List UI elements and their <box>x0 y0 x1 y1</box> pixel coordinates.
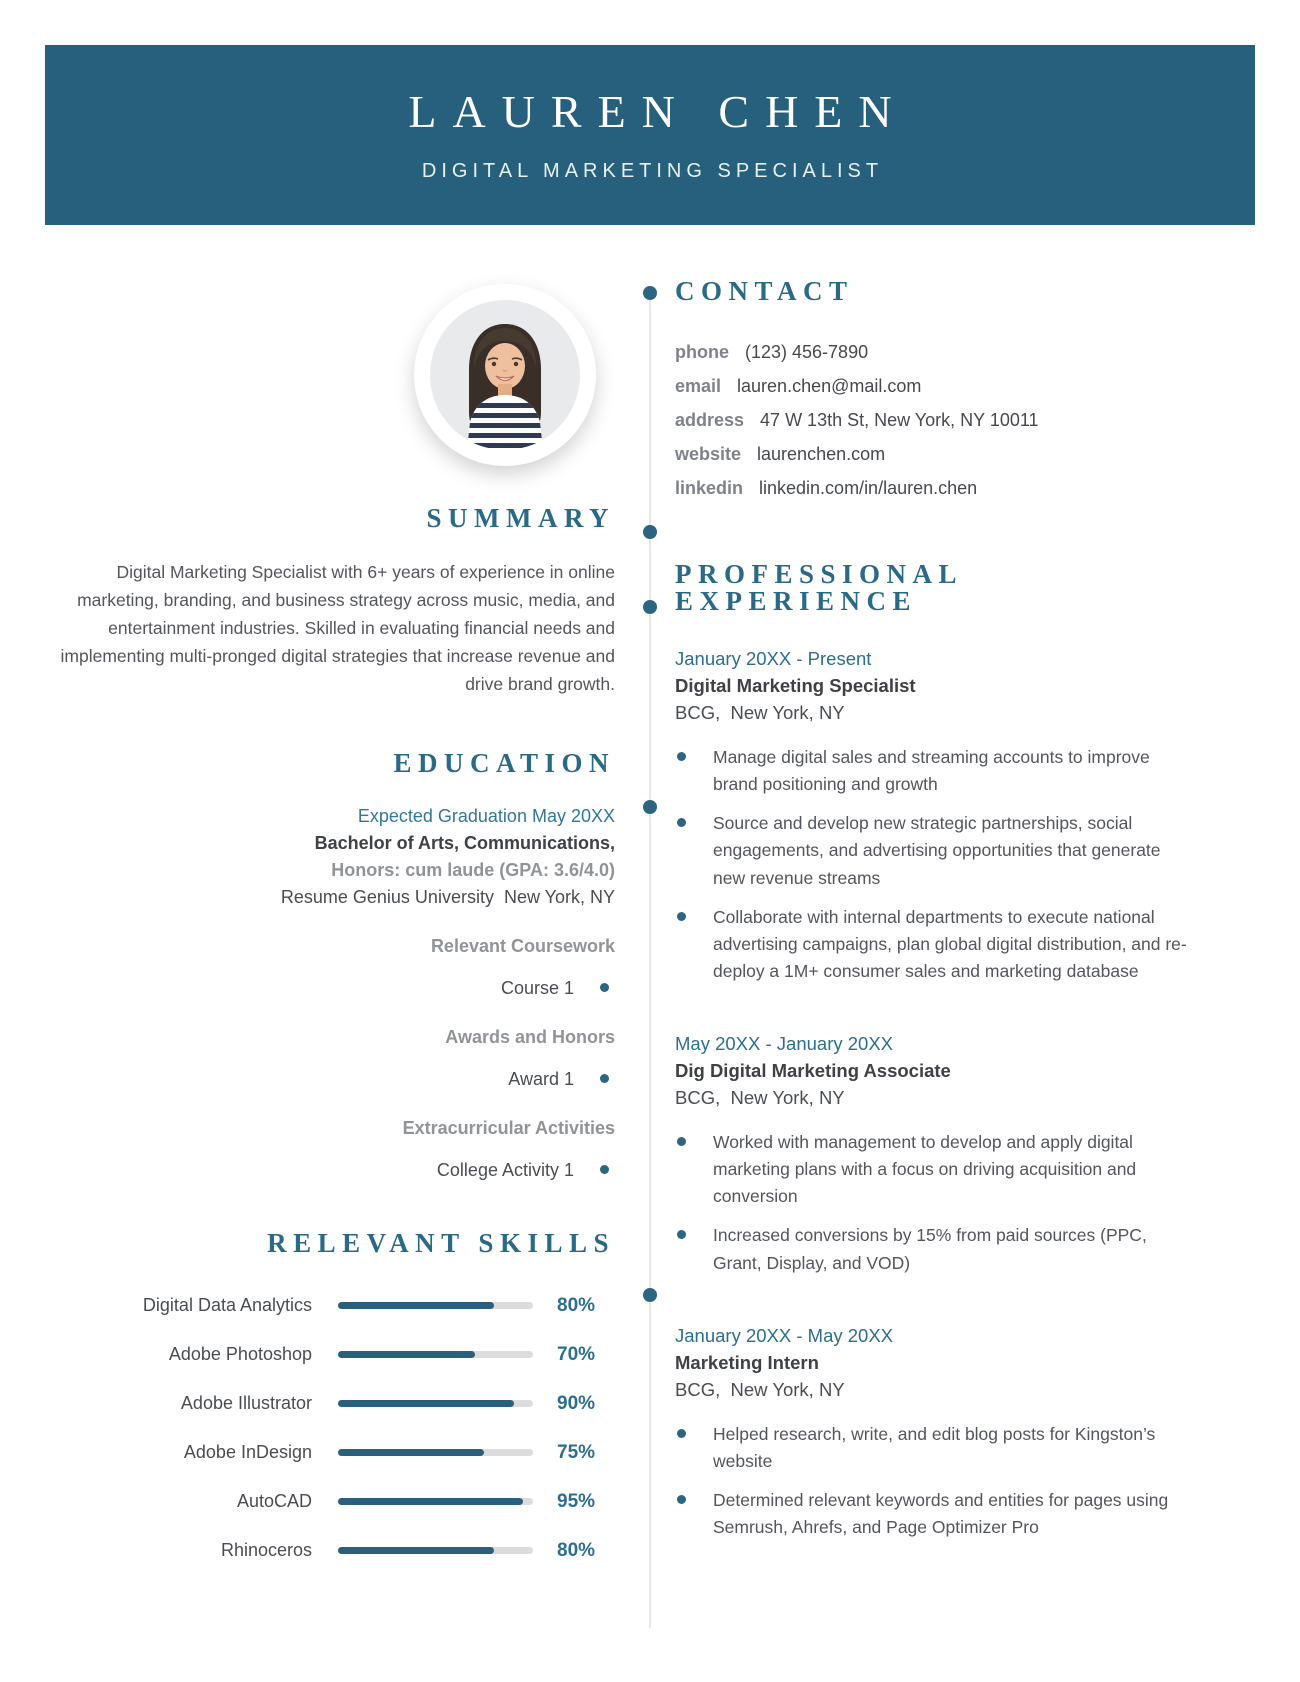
job-bullet <box>675 904 1205 985</box>
education-item <box>45 975 615 1002</box>
education-item-text: Course 1 <box>500 978 574 998</box>
skill-bar <box>338 1547 533 1554</box>
skill-bar <box>338 1449 533 1456</box>
contact-row <box>675 437 1205 471</box>
bullet-icon <box>677 1429 686 1438</box>
contact-label: website <box>675 444 742 464</box>
job-bullets <box>675 744 1205 985</box>
job-dates: May 20XX - January 20XX <box>675 1033 893 1054</box>
bullet-icon <box>677 1230 686 1239</box>
bullet-icon <box>677 818 686 827</box>
skill-bar-fill <box>338 1351 475 1358</box>
job-dates: January 20XX - May 20XX <box>675 1324 893 1346</box>
education-honors: Honors: cum laude (GPA: 3.6/4.0) <box>331 860 615 880</box>
job-bullet <box>675 810 1205 891</box>
education-school: Resume Genius University New York, NY <box>280 887 615 907</box>
bullet-icon <box>677 912 686 921</box>
experience-heading: PROFESSIONAL EXPERIENCE <box>675 559 962 616</box>
bullet-text: Increased conversions by 15% from paid sources (PPC, Grant, Display, and VOD) <box>713 1225 1147 1273</box>
skill-row <box>45 1477 615 1526</box>
jobs-list <box>675 645 1205 1541</box>
bullet-text: Worked with management to develop and apply digital marketing plans with a focus on driving acquisition and conversion <box>713 1132 1137 1207</box>
left-column <box>45 505 615 1575</box>
divider-dot-experience <box>643 600 657 614</box>
skill-bar <box>338 1351 533 1358</box>
contact-label: linkedin <box>675 478 744 498</box>
bullet-icon <box>600 1165 609 1174</box>
divider-dot-contact <box>643 286 657 300</box>
job-title: Digital Marketing Specialist <box>675 675 916 696</box>
skill-row <box>45 1330 615 1379</box>
job-company: BCG, New York, NY <box>675 1087 845 1108</box>
skill-name: Rhinoceros <box>220 1540 312 1560</box>
job-company: BCG, New York, NY <box>675 702 845 723</box>
skill-bar-fill <box>338 1302 494 1309</box>
contact-value: laurenchen.com <box>757 444 886 464</box>
skill-name: Adobe InDesign <box>183 1442 312 1462</box>
skill-row <box>45 1379 615 1428</box>
column-divider <box>649 288 651 1628</box>
education-graduation: Expected Graduation May 20XX <box>357 806 615 826</box>
skill-name: Adobe Illustrator <box>180 1393 312 1413</box>
skill-row <box>45 1281 615 1330</box>
contact-value: 47 W 13th St, New York, NY 10011 <box>760 410 1039 430</box>
skill-bar <box>338 1400 533 1407</box>
summary-text: Digital Marketing Specialist with 6+ years of experience in online marketing, branding, and business strategy across music, media, and entertainment industries. Skilled in evaluating financial needs and implementing multi-pronged digital strategies that increase revenue and drive brand growth. <box>60 562 615 694</box>
education-heading: EDUCATION <box>393 748 615 778</box>
job-dates: January 20XX - Present <box>675 648 872 669</box>
skill-name: Adobe Photoshop <box>168 1344 312 1364</box>
job-bullet <box>675 744 1205 798</box>
skill-row <box>45 1526 615 1575</box>
summary-heading: SUMMARY <box>426 503 615 533</box>
skill-bar <box>338 1498 533 1505</box>
contact-value: (123) 456-7890 <box>745 342 869 362</box>
header-banner <box>45 45 1255 225</box>
contact-value: linkedin.com/in/lauren.chen <box>759 478 978 498</box>
contact-row <box>675 471 1205 505</box>
job-entry <box>675 1030 1205 1277</box>
skill-name: Digital Data Analytics <box>142 1295 312 1315</box>
bullet-text: Manage digital sales and streaming accounts to improve brand positioning and growth <box>713 747 1150 795</box>
skill-percent: 80% <box>557 1539 596 1561</box>
contact-row <box>675 335 1205 369</box>
bullet-text: Helped research, write, and edit blog posts for Kingston’s website <box>713 1423 1156 1471</box>
skill-bar-fill <box>338 1547 494 1554</box>
contact-label: email <box>675 376 722 396</box>
bullet-text: Determined relevant keywords and entities for pages using Semrush, Ahrefs, and Page Optimizer Pro <box>713 1489 1169 1537</box>
contact-value: lauren.chen@mail.com <box>737 376 922 396</box>
education-item <box>45 1157 615 1184</box>
education-item-text: College Activity 1 <box>436 1160 574 1180</box>
contact-list <box>675 335 1205 505</box>
skill-percent: 75% <box>557 1441 596 1463</box>
education-degree: Bachelor of Arts, Communications, <box>314 833 615 853</box>
skills-list <box>45 1281 615 1575</box>
job-bullet <box>675 1129 1205 1210</box>
profile-photo <box>414 284 596 466</box>
education-section-label: Extracurricular Activities <box>402 1118 615 1138</box>
skill-name: AutoCAD <box>236 1491 312 1511</box>
contact-label: address <box>675 410 745 430</box>
skill-percent: 80% <box>557 1294 596 1316</box>
skill-percent: 95% <box>557 1490 596 1512</box>
education-section-label: Relevant Coursework <box>430 936 615 956</box>
job-bullet <box>675 1487 1205 1541</box>
job-bullet <box>675 1222 1205 1276</box>
divider-dot-summary <box>643 525 657 539</box>
contact-row <box>675 403 1205 437</box>
bullet-icon <box>677 1495 686 1504</box>
education-item-text: Award 1 <box>508 1069 574 1089</box>
skill-bar-fill <box>338 1498 523 1505</box>
bullet-icon <box>600 1074 609 1083</box>
divider-dot-skills <box>643 1288 657 1302</box>
bullet-text: Source and develop new strategic partnerships, social engagements, and advertising opportunities that generate new revenue streams <box>713 813 1161 888</box>
skill-bar-fill <box>338 1449 484 1456</box>
bullet-icon <box>677 752 686 761</box>
skill-percent: 90% <box>557 1392 596 1414</box>
job-title: Marketing Intern <box>675 1351 819 1373</box>
skills-heading: RELEVANT SKILLS <box>267 1228 615 1258</box>
education-item <box>45 1066 615 1093</box>
bullet-icon <box>677 1137 686 1146</box>
contact-row <box>675 369 1205 403</box>
avatar-illustration <box>430 300 580 450</box>
contact-label: phone <box>675 342 729 362</box>
job-entry <box>675 1322 1205 1542</box>
person-job-title: DIGITAL MARKETING SPECIALIST <box>421 160 884 182</box>
skill-percent: 70% <box>557 1343 596 1365</box>
bullet-icon <box>600 983 609 992</box>
job-title: Dig Digital Marketing Associate <box>675 1060 951 1081</box>
job-company: BCG, New York, NY <box>675 1378 845 1400</box>
person-name: LAUREN CHEN <box>408 86 908 137</box>
job-bullets <box>675 1421 1205 1542</box>
job-entry <box>675 645 1205 985</box>
job-bullet <box>675 1421 1205 1475</box>
skill-bar <box>338 1302 533 1309</box>
education-section-label: Awards and Honors <box>445 1027 615 1047</box>
right-column <box>675 278 1205 1541</box>
divider-dot-education <box>643 800 657 814</box>
contact-heading: CONTACT <box>675 276 854 306</box>
education-extras <box>45 933 615 1184</box>
bullet-text: Collaborate with internal departments to execute national advertising campaigns, plan global digital distribution, and re-deploy a 1M+ consumer sales and marketing database <box>713 906 1187 981</box>
skill-bar-fill <box>338 1400 514 1407</box>
skill-row <box>45 1428 615 1477</box>
job-bullets <box>675 1129 1205 1277</box>
